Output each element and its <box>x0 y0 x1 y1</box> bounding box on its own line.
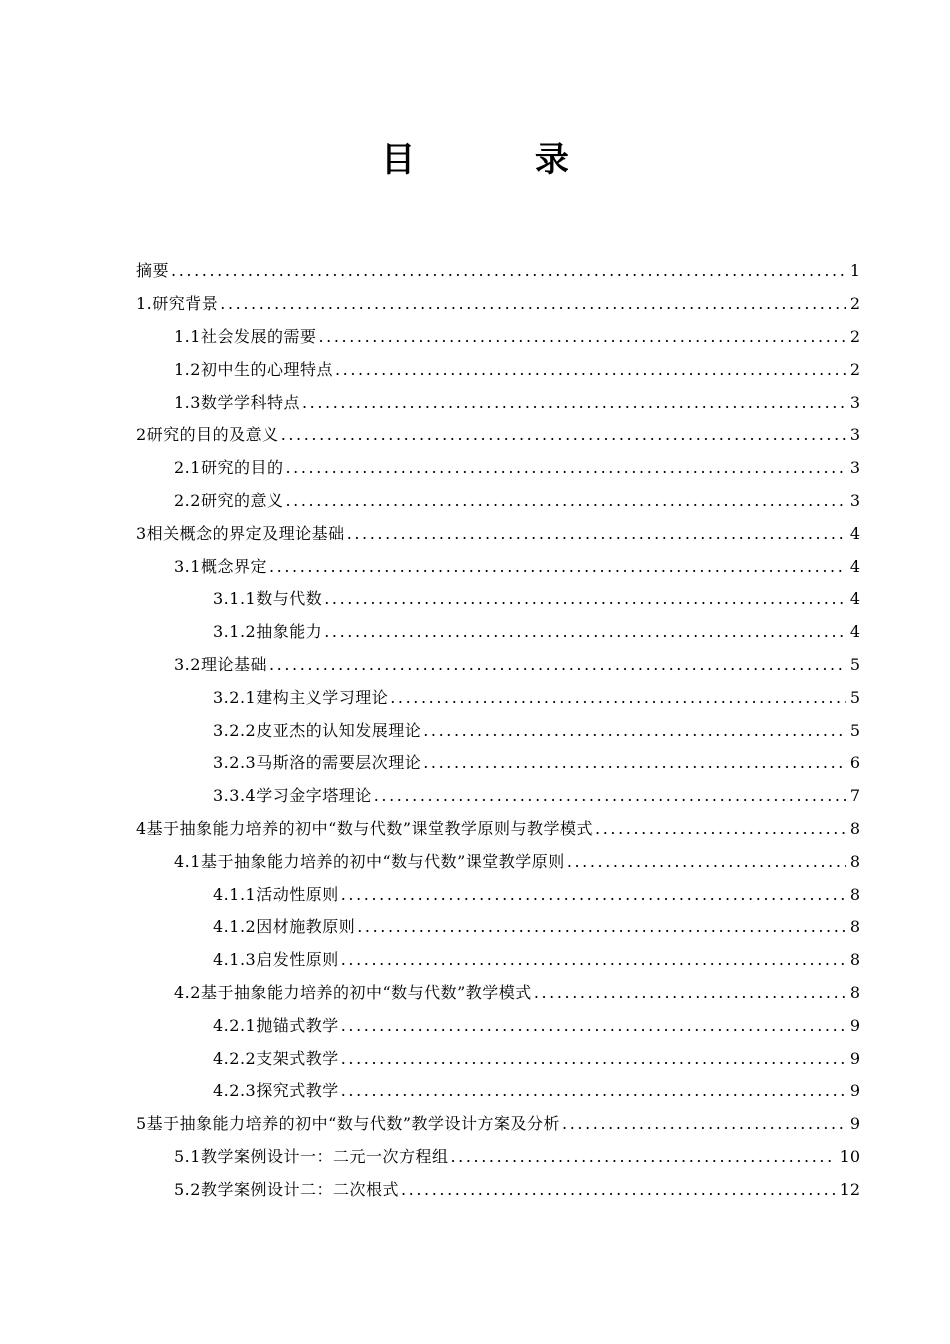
toc-page-number: 12 <box>839 1179 860 1199</box>
toc-entry[interactable] <box>136 1108 860 1141</box>
toc-entry[interactable] <box>136 288 860 321</box>
toc-entry[interactable] <box>136 255 860 288</box>
toc-entry-title: 5.2教学案例设计二：二次根式 <box>174 1179 399 1199</box>
toc-entry-title: 3.1概念界定 <box>174 556 267 576</box>
toc-entry[interactable] <box>136 649 860 682</box>
toc-dot-leader <box>595 819 846 839</box>
toc-page-number: 3 <box>849 425 860 445</box>
toc-entry-title: 4.2.1抛锚式教学 <box>213 1015 339 1035</box>
toc-page-number: 7 <box>849 786 860 806</box>
toc-entry[interactable] <box>136 944 860 977</box>
toc-entry-title: 4基于抽象能力培养的初中“数与代数”课堂教学原则与教学模式 <box>136 818 594 838</box>
toc-dot-leader <box>357 917 846 937</box>
toc-entry-title: 4.2.2支架式教学 <box>213 1048 339 1068</box>
toc-page-number: 8 <box>849 884 860 904</box>
toc-dot-leader <box>285 491 845 511</box>
toc-page-number: 9 <box>849 1114 860 1134</box>
toc-entry-title: 4.2基于抽象能力培养的初中“数与代数”教学模式 <box>174 982 532 1002</box>
toc-page-number: 3 <box>849 490 860 510</box>
toc-entry[interactable] <box>136 1009 860 1042</box>
toc-entry[interactable] <box>136 616 860 649</box>
toc-entry[interactable] <box>136 813 860 846</box>
toc-entry[interactable] <box>136 1173 860 1206</box>
toc-page-number: 3 <box>849 458 860 478</box>
toc-page-number: 9 <box>849 1048 860 1068</box>
toc-page-number: 6 <box>849 753 860 773</box>
toc-page-number: 8 <box>849 917 860 937</box>
toc-page-number: 2 <box>849 359 860 379</box>
toc-dot-leader <box>450 1147 835 1167</box>
toc-entry-title: 3相关概念的界定及理论基础 <box>136 523 345 543</box>
toc-dot-leader <box>567 852 846 872</box>
toc-dot-leader <box>269 557 846 577</box>
toc-dot-leader <box>335 360 846 380</box>
toc-entry-title: 4.1基于抽象能力培养的初中“数与代数”课堂教学原则 <box>174 851 565 871</box>
toc-entry[interactable] <box>136 583 860 616</box>
toc-dot-leader <box>374 786 846 806</box>
toc-page-number: 5 <box>849 687 860 707</box>
toc-page-number: 2 <box>849 326 860 346</box>
toc-entry-title: 3.1.2抽象能力 <box>213 622 323 642</box>
toc-dot-leader <box>285 458 845 478</box>
toc-dot-leader <box>220 294 846 314</box>
toc-entry[interactable] <box>136 878 860 911</box>
toc-entry-title: 3.1.1数与代数 <box>213 589 323 609</box>
toc-entry[interactable] <box>136 353 860 386</box>
toc-dot-leader <box>318 327 845 347</box>
toc-entry[interactable] <box>136 977 860 1010</box>
toc-entry-title: 4.1.1活动性原则 <box>213 884 339 904</box>
toc-entry[interactable] <box>136 419 860 452</box>
toc-entry[interactable] <box>136 747 860 780</box>
toc-entry[interactable] <box>136 845 860 878</box>
toc-dot-leader <box>390 688 846 708</box>
toc-entry[interactable] <box>136 386 860 419</box>
toc-entry-title: 2.2研究的意义 <box>174 490 284 510</box>
toc-entry-title: 3.3.4学习金字塔理论 <box>213 786 372 806</box>
toc-page-number: 2 <box>849 294 860 314</box>
toc-entry-title: 1.1社会发展的需要 <box>174 326 317 346</box>
toc-dot-leader <box>423 753 846 773</box>
toc-page-number: 9 <box>849 1015 860 1035</box>
toc-dot-leader <box>341 1049 846 1069</box>
toc-page-number: 8 <box>849 851 860 871</box>
toc-entry-title: 3.2理论基础 <box>174 654 267 674</box>
toc-entry[interactable] <box>136 780 860 813</box>
toc-entry-title: 5基于抽象能力培养的初中“数与代数”教学设计方案及分析 <box>136 1114 561 1134</box>
toc-page-number: 8 <box>849 982 860 1002</box>
toc-entry[interactable] <box>136 1075 860 1108</box>
toc-entry-title: 2研究的目的及意义 <box>136 425 279 445</box>
toc-entry[interactable] <box>136 911 860 944</box>
toc-dot-leader <box>341 950 846 970</box>
toc-entry[interactable] <box>136 452 860 485</box>
toc-entry-title: 3.2.3马斯洛的需要层次理论 <box>213 753 422 773</box>
toc-page-number: 5 <box>849 720 860 740</box>
toc-entry-title: 3.2.1建构主义学习理论 <box>213 687 389 707</box>
toc-dot-leader <box>302 393 846 413</box>
toc-page-number: 3 <box>849 392 860 412</box>
toc-entry[interactable] <box>136 550 860 583</box>
toc-dot-leader <box>281 425 846 445</box>
page-title: 目 录 <box>381 140 623 180</box>
toc-entry[interactable] <box>136 517 860 550</box>
toc-page-number: 8 <box>849 950 860 970</box>
toc-page-number: 4 <box>849 556 860 576</box>
toc-page-number: 4 <box>849 622 860 642</box>
toc-page-number: 10 <box>839 1146 860 1166</box>
toc-dot-leader <box>534 983 846 1003</box>
toc-dot-leader <box>562 1114 846 1134</box>
toc-dot-leader <box>347 524 846 544</box>
toc-entry-title: 1.2初中生的心理特点 <box>174 359 333 379</box>
toc-entry[interactable] <box>136 681 860 714</box>
toc-page-number: 9 <box>849 1081 860 1101</box>
toc-dot-leader <box>341 1016 846 1036</box>
toc-entry[interactable] <box>136 1042 860 1075</box>
toc-dot-leader <box>324 589 846 609</box>
toc-entry-title: 1.研究背景 <box>136 294 219 314</box>
toc-dot-leader <box>171 261 846 281</box>
toc-page-number: 4 <box>849 523 860 543</box>
toc-page-number: 1 <box>849 261 860 281</box>
toc-dot-leader <box>324 622 846 642</box>
toc-entry[interactable] <box>136 1141 860 1174</box>
toc-entry-title: 5.1教学案例设计一：二元一次方程组 <box>174 1146 449 1166</box>
toc-entry-title: 2.1研究的目的 <box>174 458 284 478</box>
toc-dot-leader <box>341 885 846 905</box>
toc-dot-leader <box>341 1081 846 1101</box>
toc-entry-title: 4.1.3启发性原则 <box>213 950 339 970</box>
toc-page-number: 8 <box>849 818 860 838</box>
toc-entry-title: 摘要 <box>136 261 170 281</box>
toc-dot-leader <box>269 655 846 675</box>
toc-entry[interactable] <box>136 321 860 354</box>
toc-entry-title: 4.2.3探究式教学 <box>213 1081 339 1101</box>
table-of-contents <box>136 255 860 1206</box>
toc-dot-leader <box>423 721 846 741</box>
toc-dot-leader <box>401 1180 836 1200</box>
toc-entry-title: 4.1.2因材施教原则 <box>213 917 356 937</box>
toc-entry[interactable] <box>136 485 860 518</box>
toc-page-number: 5 <box>849 654 860 674</box>
toc-entry[interactable] <box>136 714 860 747</box>
toc-page-number: 4 <box>849 589 860 609</box>
toc-entry-title: 3.2.2皮亚杰的认知发展理论 <box>213 720 422 740</box>
toc-entry-title: 1.3数学学科特点 <box>174 392 300 412</box>
